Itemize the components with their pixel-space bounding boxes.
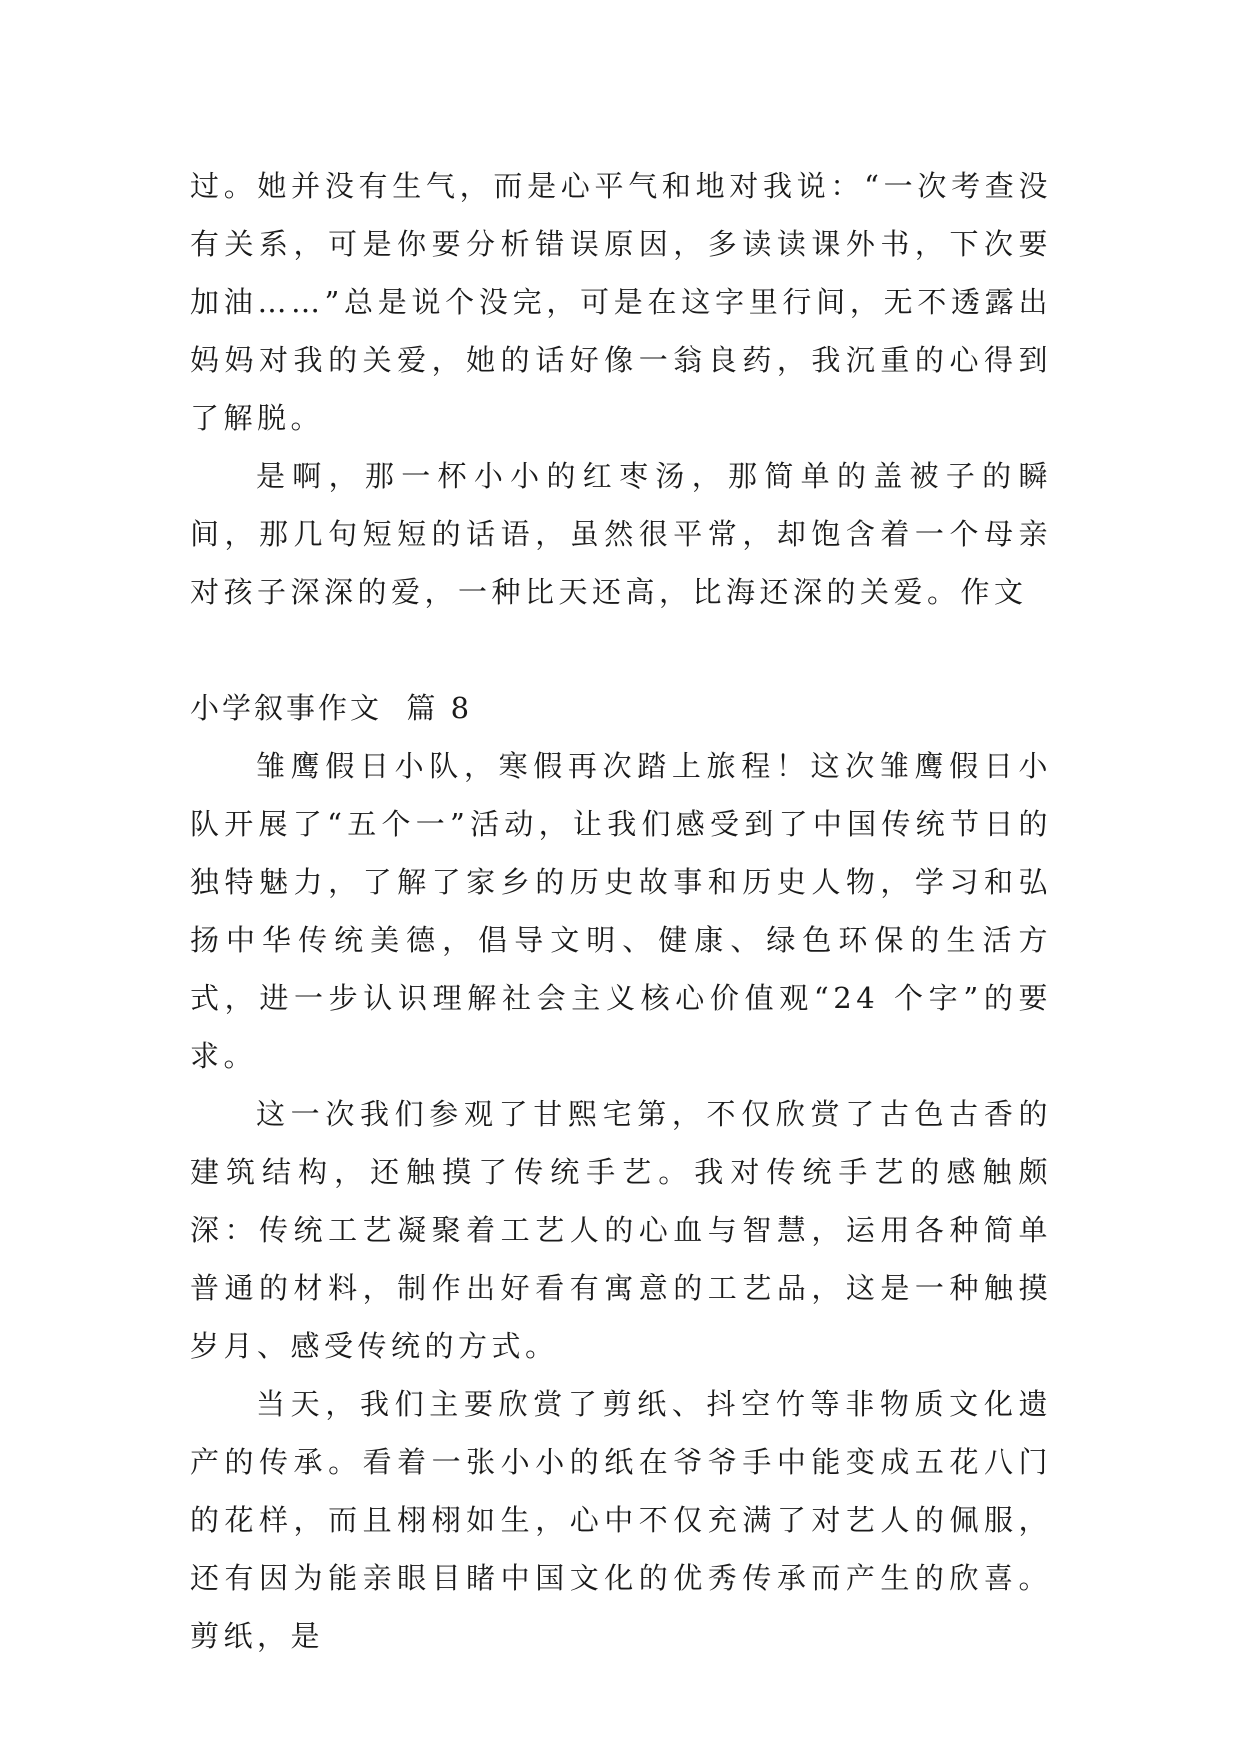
paragraph-3: 当天，我们主要欣赏了剪纸、抖空竹等非物质文化遗产的传承。看着一张小小的纸在爷爷手中能变成五花八门的花样，而且栩栩如生，心中不仅充满了对艺人的佩服，还有因为能亲眼目睹中国文化的优秀传承而产生的欣喜。剪纸，是 xyxy=(190,1387,1052,1653)
paragraph-1: 雏鹰假日小队，寒假再次踏上旅程！这次雏鹰假日小队开展了“五个一”活动，让我们感受到了中国传统节日的独特魅力，了解了家乡的历史故事和历史人物，学习和弘扬中华传统美德，倡导文明、健康、绿色环保的生活方式，进一步认识理解社会主义核心价值观“24 个字”的要求。 xyxy=(190,749,1052,1073)
section-heading: 小学叙事作文 篇 8 xyxy=(190,691,473,725)
document-body xyxy=(190,157,1052,1665)
closing-paragraph: 是啊，那一杯小小的红枣汤，那简单的盖被子的瞬间，那几句短短的话语，虽然很平常，却饱含着一个母亲对孩子深深的爱，一种比天还高，比海还深的关爱。作文 xyxy=(190,459,1052,609)
continued-paragraph: 过。她并没有生气，而是心平气和地对我说：“一次考查没有关系，可是你要分析错误原因，多读读课外书，下次要加油……”总是说个没完，可是在这字里行间，无不透露出妈妈对我的关爱，她的话好像一翁良药，我沉重的心得到了解脱。 xyxy=(190,169,1052,435)
section-gap xyxy=(190,621,1052,679)
paragraph-2: 这一次我们参观了甘熙宅第，不仅欣赏了古色古香的建筑结构，还触摸了传统手艺。我对传统手艺的感触颇深：传统工艺凝聚着工艺人的心血与智慧，运用各种简单普通的材料，制作出好看有寓意的工艺品，这是一种触摸岁月、感受传统的方式。 xyxy=(190,1097,1052,1363)
